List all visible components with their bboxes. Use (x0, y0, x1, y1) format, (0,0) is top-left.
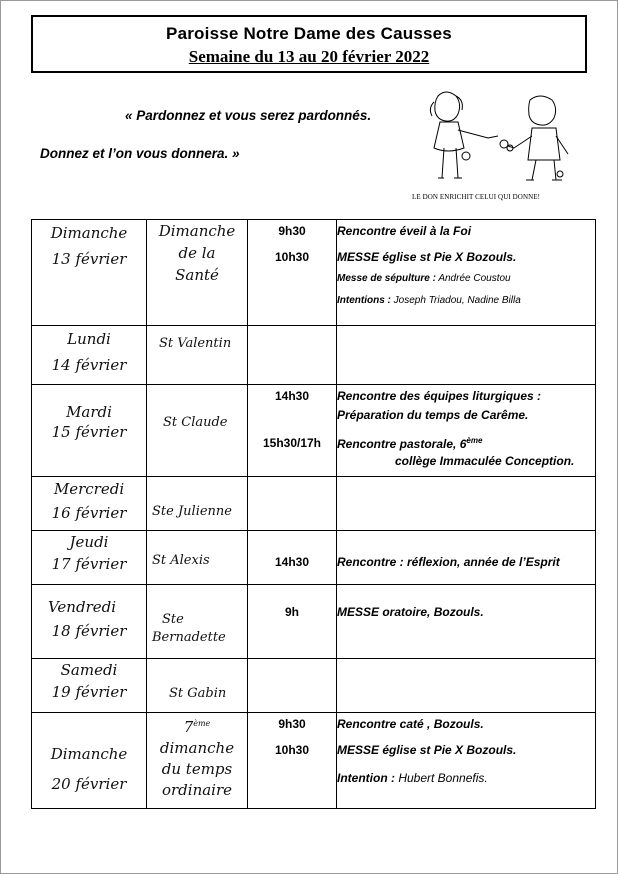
time-cell (248, 220, 337, 326)
saint-line: dimanche (159, 739, 235, 757)
day-date: 16 février (51, 504, 127, 522)
event-value: Joseph Triadou, Nadine Billa (390, 295, 521, 306)
time-value: 9h30 (278, 224, 306, 238)
saint-line: ordinaire (161, 781, 233, 799)
day-name: Samedi (60, 661, 118, 679)
day-cell (32, 659, 147, 713)
event-detail (337, 771, 595, 785)
event-text: MESSE église st Pie X Bozouls. (337, 743, 517, 757)
quote-line-2: Donnez et l’on vous donnera. » (40, 146, 240, 161)
schedule-row (32, 326, 596, 385)
saint-number: 7 (183, 718, 194, 736)
saint-name: St Alexis (152, 553, 210, 568)
saint-line (147, 713, 247, 738)
saint-cell (147, 326, 248, 385)
day-date: 13 février (51, 250, 127, 268)
event-cell (337, 477, 596, 531)
time-cell (248, 477, 337, 531)
day-cell (32, 713, 147, 809)
time-value: 14h30 (274, 555, 310, 569)
time-value: 9h30 (278, 717, 306, 731)
illustration-caption: LE DON ENRICHIT CELUI QUI DONNE! (412, 193, 541, 201)
day-name: Lundi (67, 330, 111, 348)
event-cell (337, 385, 596, 477)
schedule-row (32, 659, 596, 713)
day-cell (32, 531, 147, 585)
saint-cell (147, 385, 248, 477)
quote-line-1: « Pardonnez et vous serez pardonnés. (125, 108, 372, 123)
saint-name: Ste Julienne (152, 504, 232, 519)
event-label: Messe de sépulture : (337, 273, 436, 284)
saint-cell (147, 713, 248, 809)
time-cell (248, 326, 337, 385)
saint-cell (147, 659, 248, 713)
event-text: Rencontre éveil à la Foi (337, 224, 472, 238)
day-name: Jeudi (69, 533, 109, 551)
schedule-row (32, 585, 596, 659)
schedule-row (32, 531, 596, 585)
time-value: 14h30 (274, 389, 310, 403)
time-value: 9h (284, 605, 299, 619)
day-cell (32, 477, 147, 531)
day-name: Dimanche (50, 745, 128, 763)
day-date: 19 février (51, 683, 127, 701)
event-cell (337, 531, 596, 585)
time-cell (248, 385, 337, 477)
event-label: Intention : (337, 771, 395, 785)
saint-line: Santé (175, 266, 219, 284)
saint-line: Dimanche (158, 222, 236, 240)
ordinal-suffix: ème (466, 436, 483, 445)
event-label: Intentions : (337, 295, 391, 306)
saint-cell (147, 477, 248, 531)
event-value: Rencontre pastorale, 6 (337, 437, 467, 451)
schedule-row (32, 713, 596, 809)
saint-cell (147, 585, 248, 659)
event-detail (337, 273, 595, 284)
event-text: Préparation du temps de Carême. (337, 408, 529, 422)
event-cell (337, 326, 596, 385)
saint-name: St Valentin (159, 336, 232, 351)
event-text: Rencontre des équipes liturgiques : (337, 389, 542, 403)
saint-line: Bernadette (152, 630, 226, 645)
saint-line: de la (178, 244, 216, 262)
children-giving-illustration (410, 86, 586, 208)
event-text: MESSE oratoire, Bozouls. (337, 605, 484, 619)
day-name: Vendredi (47, 598, 117, 616)
day-date: 15 février (51, 423, 127, 441)
event-cell (337, 713, 596, 809)
schedule-row (32, 477, 596, 531)
weekly-schedule-table (31, 219, 596, 809)
event-cell (337, 659, 596, 713)
saint-line: du temps (161, 760, 233, 778)
event-text: Rencontre caté , Bozouls. (337, 717, 484, 731)
event-text: collège Immaculée Conception. (395, 454, 575, 468)
schedule-row (32, 220, 596, 326)
saint-cell (147, 220, 248, 326)
time-value: 15h30/17h (262, 436, 322, 450)
saint-name: St Gabin (169, 686, 227, 701)
event-cell (337, 220, 596, 326)
event-value: Andrée Coustou (435, 273, 511, 284)
week-title: Semaine du 13 au 20 février 2022 (188, 47, 430, 66)
time-cell (248, 531, 337, 585)
time-value: 10h30 (274, 743, 310, 757)
saint-name: St Claude (163, 415, 228, 430)
parish-title: Paroisse Notre Dame des Causses (166, 24, 452, 43)
event-text: MESSE église st Pie X Bozouls. (337, 250, 517, 264)
day-cell (32, 585, 147, 659)
ordinal-suffix: ème (193, 719, 211, 728)
schedule-row (32, 385, 596, 477)
day-cell (32, 385, 147, 477)
day-cell (32, 220, 147, 326)
saint-line: Ste (162, 612, 184, 627)
day-cell (32, 326, 147, 385)
time-cell (248, 585, 337, 659)
day-date: 18 février (51, 622, 127, 640)
day-name: Mardi (66, 403, 112, 421)
day-date: 20 février (51, 775, 127, 793)
day-name: Mercredi (53, 480, 125, 498)
day-date: 14 février (51, 356, 127, 374)
saint-cell (147, 531, 248, 585)
time-cell (248, 659, 337, 713)
time-value: 10h30 (274, 250, 310, 264)
event-text: Rencontre : réflexion, année de l’Esprit (337, 555, 560, 569)
header-box (31, 15, 587, 73)
event-text (337, 436, 595, 451)
time-cell (248, 713, 337, 809)
event-detail (337, 295, 595, 306)
day-name: Dimanche (50, 224, 128, 242)
event-value: Hubert Bonnefis. (394, 771, 488, 785)
day-date: 17 février (51, 555, 127, 573)
event-cell (337, 585, 596, 659)
